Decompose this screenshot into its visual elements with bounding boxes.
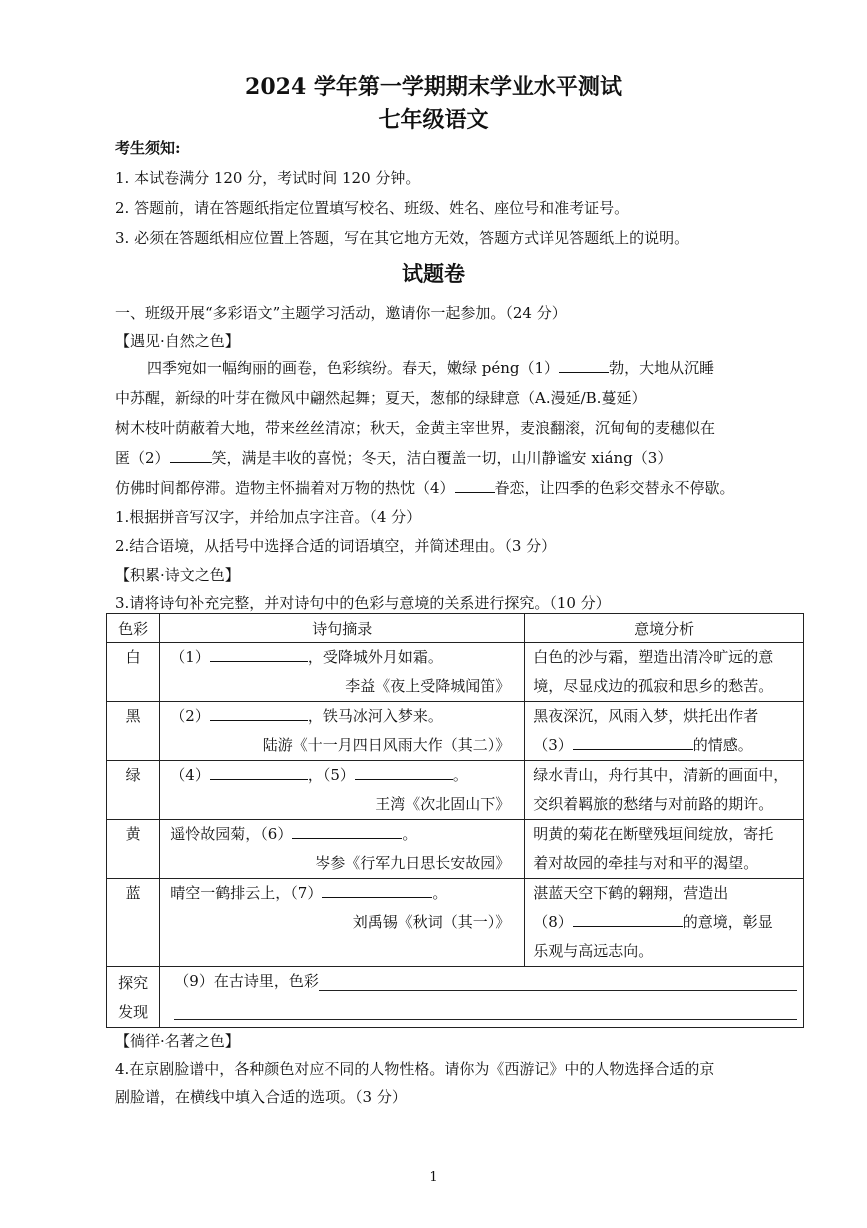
- poem-table: [106, 613, 804, 1028]
- analysis-text: 交织着羁旅的愁绪与对前路的期许。: [533, 795, 774, 813]
- answer-blank: [292, 822, 402, 839]
- passage-line: 匿（2）: [115, 449, 170, 467]
- analysis-cell: [525, 820, 804, 879]
- passage-line: 中苏醒，新绿的叶芽在微风中翩然起舞；夏天，葱郁的绿肆意（A.漫延/B.蔓延）: [115, 389, 647, 407]
- question-4: 4.在京剧脸谱中，各种颜色对应不同的人物性格。请你为《西游记》中的人物选择合适的京: [115, 1060, 715, 1078]
- poem-cell: [160, 879, 525, 967]
- header-analysis: 意境分析: [525, 614, 804, 643]
- answer-blank: [210, 645, 308, 662]
- poem-source: 李益《夜上受降城闻笛》: [345, 677, 511, 695]
- table-row: [107, 702, 804, 761]
- passage-line: 笑，满是丰收的喜悦；冬天，洁白覆盖一切，山川静谧安 xiáng（3）: [211, 449, 673, 467]
- color-cell: 黑: [107, 702, 160, 761]
- passage-line: 眷恋，让四季的色彩交替永不停歇。: [494, 479, 735, 497]
- answer-blank: [455, 476, 495, 493]
- color-cell: 绿: [107, 761, 160, 820]
- poem-source: 陆游《十一月四日风雨大作（其二）》: [262, 736, 511, 754]
- analysis-cell: [525, 643, 804, 702]
- answer-blank: [170, 446, 212, 463]
- poem-text: ，（5）: [307, 766, 355, 784]
- analysis-text: 绿水青山，舟行其中，清新的画面中，: [533, 766, 789, 784]
- color-cell: 白: [107, 643, 160, 702]
- explore-answer-cell: [160, 967, 804, 1028]
- poem-text: 遥怜故园菊，（6）: [170, 825, 293, 843]
- notice-heading: 考生须知:: [115, 139, 181, 157]
- part1-heading: 一、班级开展“多彩语文”主题学习活动，邀请你一起参加。（24 分）: [115, 304, 567, 322]
- question-2: 2.结合语境，从括号中选择合适的词语填空，并简述理由。（3 分）: [115, 537, 557, 555]
- color-cell: 黄: [107, 820, 160, 879]
- subsection-nature: 【遇见·自然之色】: [115, 332, 240, 350]
- notice-item: 1. 本试卷满分 120 分，考试时间 120 分钟。: [115, 169, 421, 187]
- analysis-text: （3）: [533, 736, 573, 754]
- color-cell: 蓝: [107, 879, 160, 967]
- header-color: 色彩: [107, 614, 160, 643]
- poem-text: 。: [432, 884, 448, 902]
- table-header-row: [107, 614, 804, 643]
- subsection-classics: 【徜徉·名著之色】: [115, 1032, 240, 1050]
- answer-blank: [559, 356, 609, 373]
- answer-line: [319, 972, 797, 991]
- answer-blank: [355, 763, 453, 780]
- poem-source: 王湾《次北固山下》: [375, 795, 511, 813]
- question-4-cont: 剧脸谱，在横线中填入合适的选项。（3 分）: [115, 1088, 407, 1106]
- table-row: [107, 761, 804, 820]
- passage-line: 仿佛时间都停滞。造物主怀揣着对万物的热忱（4）: [115, 479, 455, 497]
- question-3: 3.请将诗句补充完整，并对诗句中的色彩与意境的关系进行探究。（10 分）: [115, 594, 611, 612]
- poem-text: ，铁马冰河入梦来。: [307, 707, 443, 725]
- poem-text: 。: [452, 766, 468, 784]
- poem-source: 岑参《行军九日思长安故园》: [315, 854, 511, 872]
- passage-line: 勃，大地从沉睡: [609, 359, 715, 377]
- passage-line: 树木枝叶荫蔽着大地，带来丝丝清凉；秋天，金黄主宰世界，麦浪翻滚，沉甸甸的麦穗似在: [115, 419, 716, 437]
- answer-blank: [210, 704, 308, 721]
- analysis-text: 境，尽显戍边的孤寂和思乡的愁苦。: [533, 677, 774, 695]
- table-row: [107, 643, 804, 702]
- notice-item: 2. 答题前，请在答题纸指定位置填写校名、班级、姓名、座位号和准考证号。: [115, 199, 630, 217]
- poem-cell: [160, 820, 525, 879]
- poem-text: 。: [402, 825, 418, 843]
- analysis-text: 黑夜深沉，风雨入梦，烘托出作者: [533, 707, 759, 725]
- answer-line: [174, 1001, 797, 1020]
- analysis-text: 白色的沙与霜，塑造出清冷旷远的意: [533, 648, 774, 666]
- question-1: 1.根据拼音写汉字，并给加点字注音。（4 分）: [115, 508, 422, 526]
- notice-item: 3. 必须在答题纸相应位置上答题，写在其它地方无效，答题方式详见答题纸上的说明。: [115, 229, 690, 247]
- exam-title: 2024 学年第一学期期末学业水平测试: [245, 74, 622, 100]
- table-row: [107, 820, 804, 879]
- answer-blank: [573, 733, 693, 750]
- passage: [115, 353, 755, 503]
- passage-line: 四季宛如一幅绚丽的画卷，色彩缤纷。春天，嫩绿 péng（1）: [147, 359, 560, 377]
- analysis-cell: [525, 702, 804, 761]
- explore-label: 探究: [118, 974, 149, 992]
- header-poem: 诗句摘录: [160, 614, 525, 643]
- poem-source: 刘禹锡《秋词（其一）》: [352, 913, 511, 931]
- poem-text: （1）: [170, 648, 210, 666]
- poem-text: ，受降城外月如霜。: [307, 648, 443, 666]
- explore-prompt: （9）在古诗里，色彩: [174, 972, 319, 990]
- analysis-text: 着对故园的牵挂与对和平的渴望。: [533, 854, 759, 872]
- answer-blank: [210, 763, 308, 780]
- analysis-text: 乐观与高远志向。: [533, 942, 654, 960]
- poem-cell: [160, 643, 525, 702]
- explore-label-cell: [107, 967, 160, 1028]
- analysis-cell: [525, 761, 804, 820]
- poem-text: （2）: [170, 707, 210, 725]
- section-title: 试题卷: [402, 261, 465, 286]
- analysis-text: （8）: [533, 913, 573, 931]
- poem-text: 晴空一鹤排云上，（7）: [170, 884, 323, 902]
- poem-text: （4）: [170, 766, 210, 784]
- analysis-text: 的情感。: [692, 736, 753, 754]
- table-row-explore: [107, 967, 804, 1028]
- table-row: [107, 879, 804, 967]
- answer-blank: [322, 881, 432, 898]
- answer-blank: [573, 910, 683, 927]
- poem-cell: [160, 702, 525, 761]
- explore-label: 发现: [118, 1003, 149, 1021]
- exam-subtitle: 七年级语文: [378, 107, 489, 133]
- subsection-poetry: 【积累·诗文之色】: [115, 566, 240, 584]
- analysis-text: 的意境，彰显: [682, 913, 773, 931]
- analysis-text: 明黄的菊花在断壁残垣间绽放，寄托: [533, 825, 774, 843]
- page-number: 1: [429, 1170, 438, 1185]
- analysis-cell: [525, 879, 804, 967]
- analysis-text: 湛蓝天空下鹤的翱翔，营造出: [533, 884, 729, 902]
- poem-cell: [160, 761, 525, 820]
